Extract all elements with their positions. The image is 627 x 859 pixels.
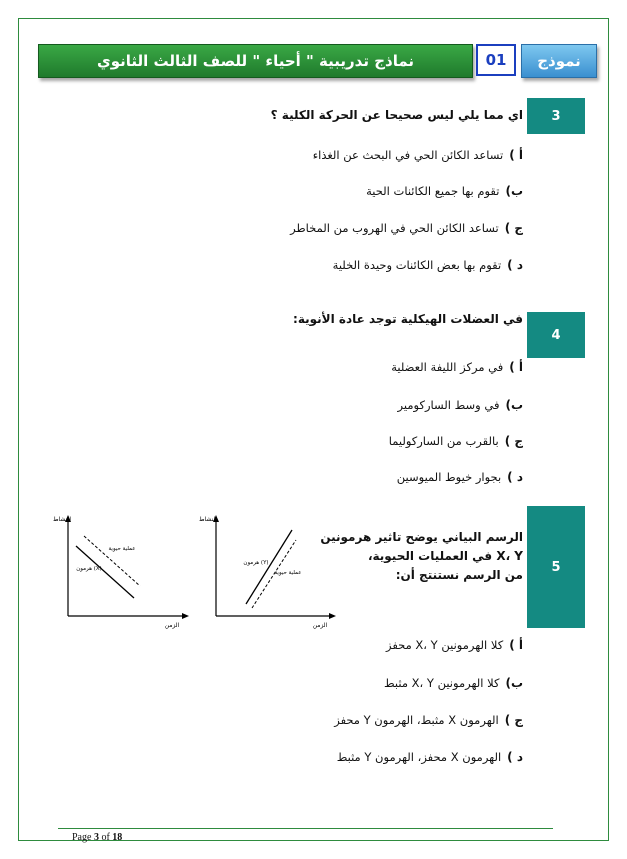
option-text: تقوم بها جميع الكائنات الحية [366,184,500,198]
option-label: أ ) [509,148,523,162]
page-footer [72,832,122,843]
option-text: تساعد الكائن الحي في الهروب من المخاطر [290,221,499,235]
option-label: أ ) [509,638,523,652]
question-4-option-d[interactable] [397,470,523,484]
question-number-3: 3 [527,98,585,134]
model-number-badge: 01 [476,44,516,76]
footer-prefix: Page [72,832,94,843]
graph-x-hormone-label: هرمون (X) [76,566,102,572]
question-5-text-line3: من الرسم نستنتج أن: [395,568,523,582]
option-label: ب) [505,184,523,198]
question-3-option-a[interactable] [313,148,523,162]
option-text: في وسط الساركومير [397,398,500,412]
question-5-text-line2: X، Y في العمليات الحيوية، [367,549,523,563]
footer-middle: of [98,832,113,843]
option-text: تساعد الكائن الحي في البحث عن الغذاء [312,148,504,162]
option-text: كلا الهرمونين X، Y محفز [386,638,504,652]
option-label: د ) [507,258,523,272]
option-text: بجوار خيوط الميوسين [396,470,502,484]
option-label: ج ) [504,221,523,235]
graph-hormone-x [44,512,194,630]
question-5-option-d[interactable] [337,750,523,764]
question-4-option-c[interactable] [389,434,523,448]
option-label: ب) [505,398,523,412]
option-text: في مركز الليفة العضلية [391,360,504,374]
graph-y-process-label: عملية حيوية [274,570,302,576]
model-tab: نموذج [521,44,597,78]
option-label: د ) [507,470,523,484]
question-3-text: اي مما يلي ليس صحيحا عن الحركة الكلية ؟ [270,108,523,122]
option-label: ج ) [504,713,523,727]
option-label: ج ) [504,434,523,448]
option-text: الهرمون X محفز، الهرمون Y مثبط [336,750,502,764]
option-text: بالقرب من الساركوليما [388,434,499,448]
graph-y-xlabel: الزمن [312,622,328,629]
page-title: نماذج تدريبية " أحياء " للصف الثالث الثانوي [38,44,473,78]
graph-y-ylabel: النشاط [198,516,218,523]
question-4-option-a[interactable] [391,360,523,374]
question-number-4: 4 [527,312,585,358]
footer-total-pages: 18 [112,832,123,843]
graph-x-process-label: عملية حيوية [108,546,136,552]
question-number-5: 5 [527,506,585,628]
graph-hormone-y [196,512,346,630]
footer-page-number: 3 [93,832,99,843]
graph-x-xlabel: الزمن [164,622,180,629]
question-5-option-a[interactable] [386,638,523,652]
question-5-option-b[interactable] [384,676,523,690]
graph-x-ylabel: النشاط [52,516,72,523]
option-text: كلا الهرمونين X، Y مثبط [383,676,500,690]
footer-divider [58,828,553,829]
option-text: تقوم بها بعض الكائنات وحيدة الخلية [332,258,502,272]
question-4-option-b[interactable] [398,398,523,412]
option-text: الهرمون X مثبط، الهرمون Y محفز [334,713,499,727]
question-4-text: في العضلات الهيكلية توجد عادة الأنوية: [293,312,523,326]
question-3-option-c[interactable] [290,221,523,235]
question-3-option-d[interactable] [333,258,523,272]
option-label: ب) [505,676,523,690]
graph-y-hormone-label: هرمون (Y) [243,560,269,566]
question-5-option-c[interactable] [334,713,523,727]
question-5-text-line1: الرسم البياني يوضح تاثير هرمونين [320,530,523,544]
question-3-option-b[interactable] [366,184,523,198]
option-label: أ ) [509,360,523,374]
option-label: د ) [507,750,523,764]
